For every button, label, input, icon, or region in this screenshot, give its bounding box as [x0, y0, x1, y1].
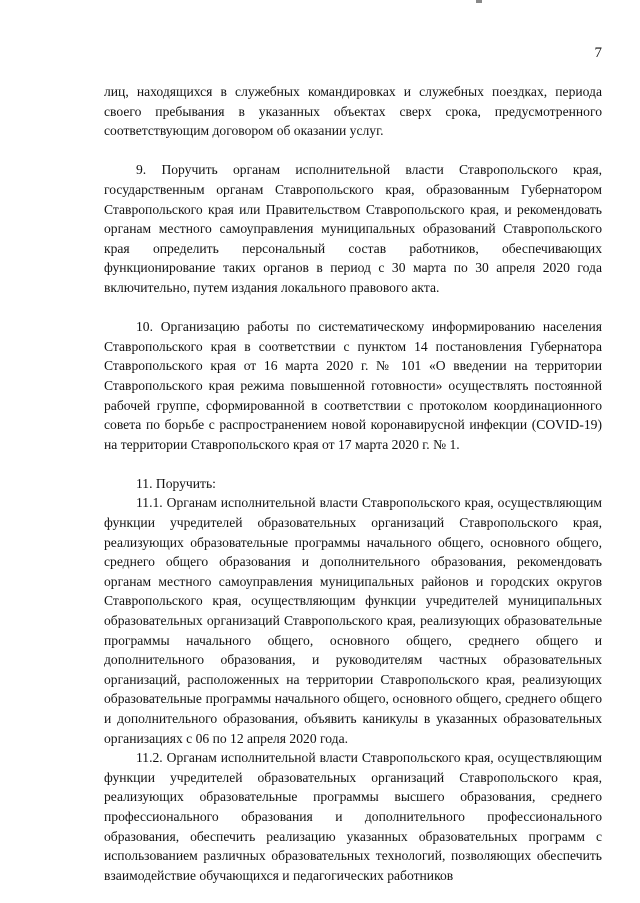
paragraph-item-11-1: 11.1. Органам исполнительной власти Ставропольского края, осуществляющим функции учредителей образовательных организаций Ставропольского края, реализующих образовательные программы начального общего, основного общего, среднего общего образования и дополнительного образования, рекомендовать органам местного самоуправления муниципальных районов и городских округов Ставропольского края, осуществляющим функции учредителей муниципальных образовательных организаций Ставропольского края, реализующих образовательные программы начального общего, основного общего, среднего общего и дополнительного образования, и руководителям частных образовательных организаций, расположенных на территории Ставропольского края, реализующих образовательные программы начального общего, основного общего, среднего общего и дополнительного образования, объявить каникулы в указанных образовательных организациях с 06 по 12 апреля 2020 года.: [104, 495, 602, 746]
paragraph-item-11-2: 11.2. Органам исполнительной власти Ставропольского края, осуществляющим функции учредителей образовательных организаций Ставропольского края, реализующих образовательные программы высшего образования, среднего профессионального образования и дополнительного профессионального образования, обеспечить реализацию указанных образовательных программ с использованием различных образовательных технологий, позволяющих обеспечить взаимодействие обучающихся и педагогических работников: [104, 750, 602, 883]
paragraph-gap: [104, 298, 602, 318]
paragraph-item-9: 9. Поручить органам исполнительной власти Ставропольского края, государственным органам Ставропольского края, образованным Губернатором Ставропольского края или Правительством Ставропольского края, и рекомендовать органам местного самоуправления муниципальных образований Ставропольского края определить персональный состав работников, обеспечивающих функционирование таких органов в период с 30 марта по 30 апреля 2020 года включительно, путем издания локального правового акта.: [104, 162, 602, 295]
paragraph-item-10: 10. Организацию работы по систематическому информированию населения Ставропольского края в соответствии с пунктом 14 постановления Губернатора Ставропольского края от 16 марта 2020 г. № 101 «О введении на территории Ставропольского края режима повышенной готовности» осуществлять постоянной рабочей группе, сформированной в соответствии с протоколом координационного совета по борьбе с распространением новой коронавирусной инфекции (COVID-19) на территории Ставропольского края от 17 марта 2020 г. № 1.: [104, 319, 602, 452]
paragraph-gap: [104, 141, 602, 161]
paragraph-continuation: лиц, находящихся в служебных командировках и служебных поездках, периода своего пребывания в указанных объектах сверх срока, предусмотренного соответствующим договором об оказании услуг.: [104, 84, 602, 139]
page-number: 7: [594, 45, 602, 61]
paragraph-item-11: 11. Поручить:: [136, 475, 216, 491]
paragraph-gap: [104, 454, 602, 474]
document-body: [104, 82, 602, 885]
scan-mark: [476, 0, 482, 3]
